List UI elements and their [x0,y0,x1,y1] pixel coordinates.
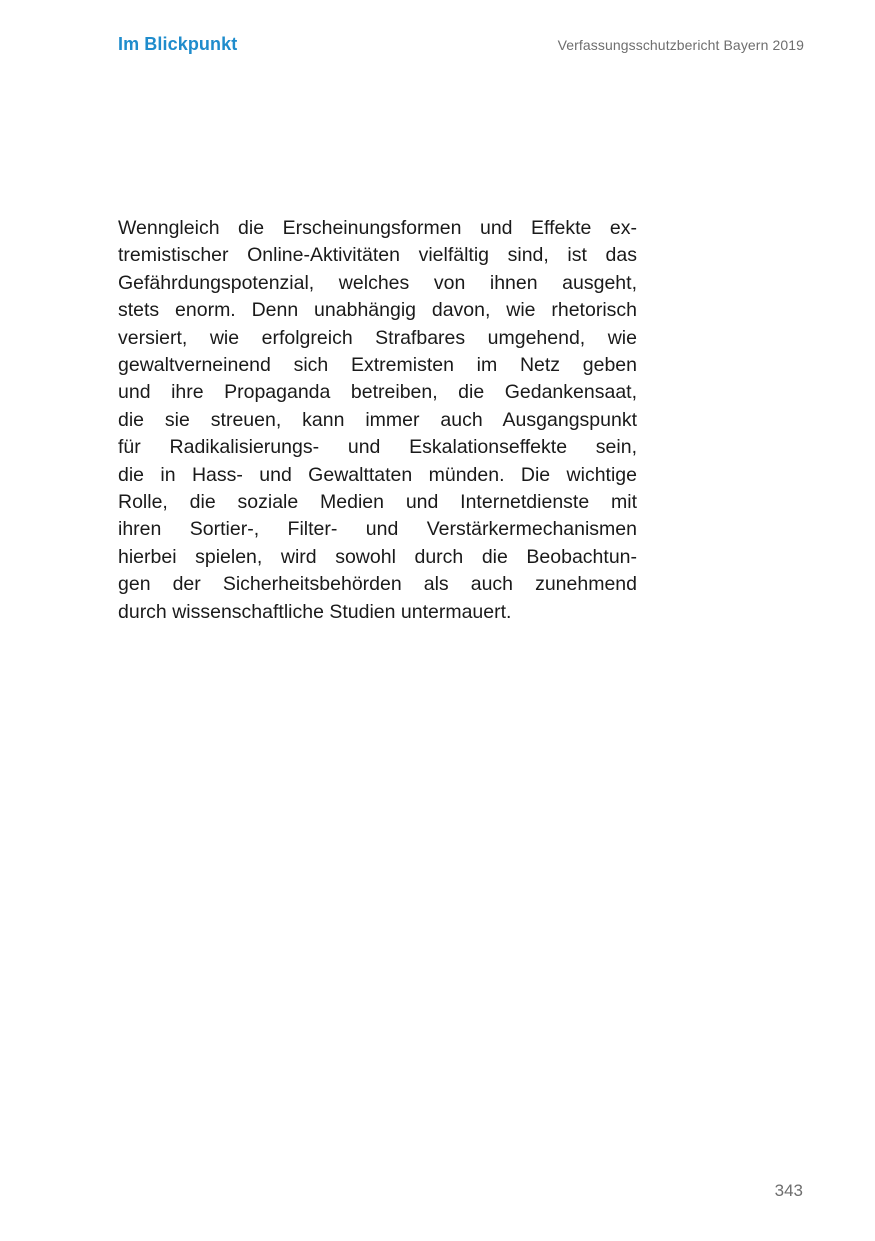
paragraph-line: und ihre Propaganda betreiben, die Gedankensaat, [118,381,637,404]
paragraph-line: stets enorm. Denn unabhängig davon, wie rhetorisch [118,299,637,322]
paragraph-line: durch wissenschaftliche Studien untermauert. [118,600,512,623]
section-title: Im Blickpunkt [118,34,238,54]
paragraph-line: gen der Sicherheitsbehörden als auch zunehmend [118,573,637,596]
paragraph-line: ihren Sortier-, Filter- und Verstärkermechanismen [118,518,637,541]
paragraph-line: die sie streuen, kann immer auch Ausgangspunkt [118,408,637,431]
paragraph-line: Wenngleich die Erscheinungsformen und Effekte ex- [118,217,637,239]
paragraph-line: die in Hass- und Gewalttaten münden. Die wichtige [118,463,637,486]
publication-title: Verfassungsschutzbericht Bayern 2019 [557,37,804,53]
paragraph-line: für Radikalisierungs- und Eskalationseffekte sein, [118,436,637,459]
body-paragraph [118,215,637,626]
paragraph-line: Gefährdungspotenzial, welches von ihnen ausgeht, [118,271,637,294]
paragraph-line: tremistischer Online-Aktivitäten vielfältig sind, ist das [118,244,637,267]
page-number: 343 [774,1181,803,1200]
paragraph-line: Rolle, die soziale Medien und Internetdienste mit [118,491,637,514]
paragraph-line: gewaltverneinend sich Extremisten im Netz geben [118,354,637,377]
paragraph-line: versiert, wie erfolgreich Strafbares umgehend, wie [118,326,637,349]
paragraph-line: hierbei spielen, wird sowohl durch die Beobachtun- [118,545,637,568]
